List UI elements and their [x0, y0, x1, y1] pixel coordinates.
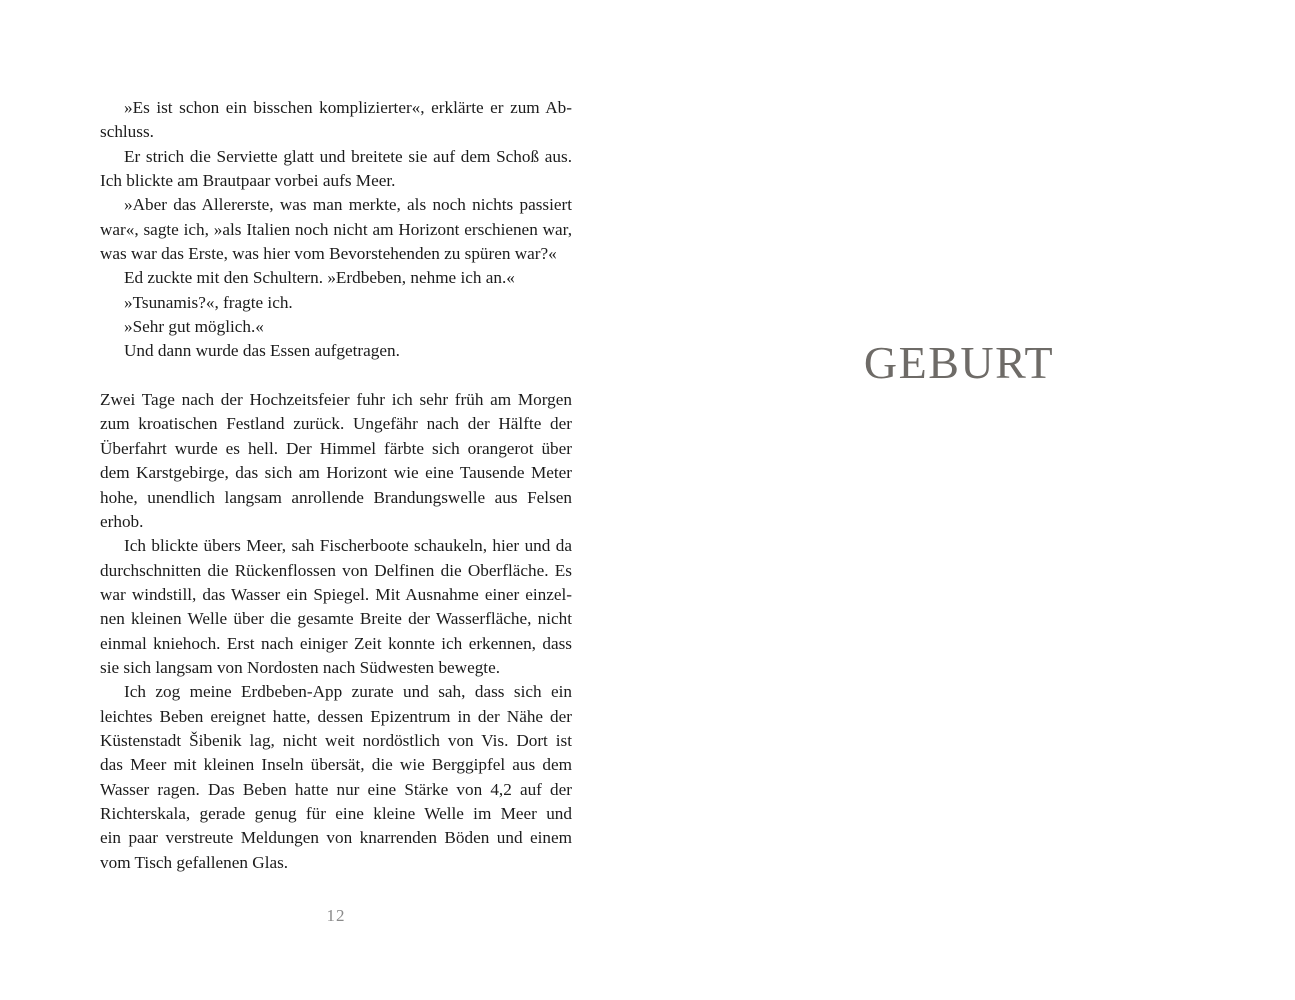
text-line: leichtes Beben ereignet hatte, dessen Epizentrum in der Nähe der: [100, 706, 572, 726]
text-line: Küstenstadt Šibenik lag, nicht weit nordöstlich von Vis. Dort ist: [100, 730, 572, 750]
text-line: war«, sagte ich, »als Italien noch nicht am Horizont erschienen war,: [100, 219, 572, 239]
text-line: »Sehr gut möglich.«: [124, 317, 264, 337]
text-line: Er strich die Serviette glatt und breitete sie auf dem Schoß aus.: [124, 146, 572, 166]
text-line: das Meer mit kleinen Inseln übersät, die wie Berggipfel aus dem: [100, 755, 572, 775]
text-line: Ed zuckte mit den Schultern. »Erdbeben, nehme ich an.«: [124, 268, 515, 288]
text-line: Richterskala, gerade genug für eine kleine Welle im Meer und: [100, 803, 572, 823]
page-number: 12: [326, 906, 346, 925]
text-line: dem Karstgebirge, das sich am Horizont wie eine Tausende Meter: [100, 463, 572, 483]
text-line: sie sich langsam von Nordosten nach Südwesten bewegte.: [100, 657, 500, 677]
text-line: vom Tisch gefallenen Glas.: [100, 852, 289, 872]
text-line: »Es ist schon ein bisschen komplizierter«, erklärte er zum Ab-: [124, 98, 572, 117]
text-line: einmal kniehoch. Erst nach einiger Zeit konnte ich erkennen, dass: [100, 633, 572, 653]
text-line: Und dann wurde das Essen aufgetragen.: [124, 341, 400, 361]
text-line: Ich blickte übers Meer, sah Fischerboote schaukeln, hier und da: [124, 536, 572, 556]
text-line: durchschnitten die Rückenflossen von Delfinen die Oberfläche. Es: [100, 560, 572, 580]
text-line: war windstill, das Wasser ein Spiegel. Mit Ausnahme einer einzel-: [100, 584, 572, 604]
body-text: [100, 96, 572, 875]
text-line: nen kleinen Welle über die gesamte Breite der Wasserfläche, nicht: [100, 609, 572, 629]
text-line: »Aber das Allererste, was man merkte, als noch nichts passiert: [124, 195, 572, 215]
text-line: ein paar verstreute Meldungen von knarrenden Böden und einem: [100, 828, 572, 848]
text-line: Überfahrt wurde es hell. Der Himmel färbte sich orangerot über: [100, 438, 572, 458]
text-line: zum kroatischen Festland zurück. Ungefähr nach der Hälfte der: [100, 414, 572, 434]
text-line: hohe, unendlich langsam anrollende Brandungswelle aus Felsen: [100, 487, 572, 507]
text-line: Wasser ragen. Das Beben hatte nur eine Stärke von 4,2 auf der: [100, 779, 572, 799]
text-line: Ich blickte am Brautpaar vorbei aufs Meer.: [100, 171, 396, 191]
text-line: schluss.: [100, 122, 154, 142]
text-line: Zwei Tage nach der Hochzeitsfeier fuhr ich sehr früh am Morgen: [100, 390, 572, 410]
chapter-title: GEBURT: [863, 337, 1055, 388]
text-line: erhob.: [100, 511, 144, 531]
text-line: Ich zog meine Erdbeben-App zurate und sah, dass sich ein: [124, 682, 572, 702]
left-page: [100, 96, 572, 875]
section-break: [100, 364, 572, 388]
text-line: was war das Erste, was hier vom Bevorstehenden zu spüren war?«: [100, 244, 557, 264]
text-line: »Tsunamis?«, fragte ich.: [124, 292, 293, 312]
